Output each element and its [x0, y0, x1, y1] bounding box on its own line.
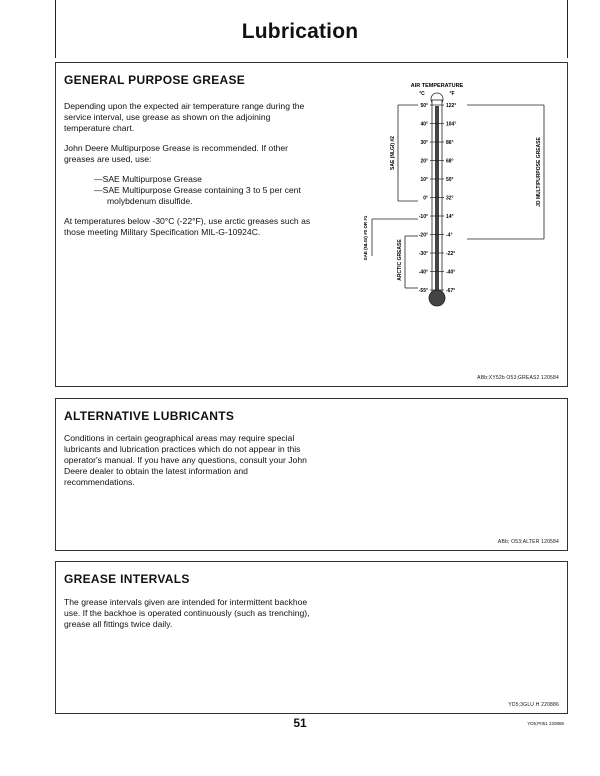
section-heading: GREASE INTERVALS — [64, 572, 190, 586]
celsius-label: -55° — [418, 288, 428, 294]
celsius-label: -40° — [418, 269, 428, 276]
paragraph: John Deere Multipurpose Grease is recommended. If other greases are used, use: — [64, 143, 289, 164]
fahrenheit-label: 68° — [446, 158, 454, 165]
grease-list — [94, 174, 314, 207]
celsius-label: 10° — [420, 177, 428, 183]
fahrenheit-label: 32° — [446, 195, 454, 202]
section-body — [64, 433, 314, 497]
unit-celsius: °C — [419, 91, 425, 97]
section-body — [64, 101, 314, 247]
page-number: 51 — [293, 716, 307, 730]
paragraph: Depending upon the expected air temperature range during the service interval, use grease as shown on the adjoining temperature chart. — [64, 101, 305, 133]
section-heading: GENERAL PURPOSE GREASE — [64, 73, 246, 87]
fahrenheit-label: -40° — [446, 269, 456, 276]
thermometer-column — [435, 106, 439, 291]
fahrenheit-label: 122° — [446, 103, 457, 109]
temperature-chart — [361, 78, 561, 318]
celsius-label: 30° — [420, 140, 428, 146]
celsius-label: -20° — [418, 232, 428, 239]
footer-code: YD5;P051 220886 — [527, 721, 564, 726]
reference-code: YD5;3GLU H 220886 — [508, 702, 559, 708]
list-item: —SAE Multipurpose Grease — [94, 174, 202, 184]
section-body — [64, 597, 319, 639]
paragraph: Conditions in certain geographical areas may require special lubricants and lubrication practices which do not appear in this operator's manual. If you have any questions, consult your John Deere dealer to obtain the latest information and recommendations. — [64, 433, 307, 487]
celsius-label: 20° — [420, 158, 428, 165]
paragraph: At temperatures below -30°C (-22°F), use arctic greases such as those meeting Military Specification MIL-G-10924C. — [64, 216, 311, 237]
fahrenheit-label: 104° — [446, 121, 457, 128]
arctic-label: ARCTIC GREASE — [397, 239, 403, 281]
chart-title: AIR TEMPERATURE — [410, 83, 464, 89]
section-alternative-lubricants — [55, 398, 568, 551]
celsius-label: 40° — [420, 121, 428, 128]
celsius-label: -10° — [418, 214, 428, 220]
page-title: Lubrication — [241, 20, 359, 43]
celsius-label: 0° — [423, 195, 428, 202]
celsius-label: 50° — [420, 103, 428, 109]
fahrenheit-label: -67° — [446, 288, 456, 294]
paragraph: The grease intervals given are intended for intermittent backhoe use. If the backhoe is operated continuously (such as trenching), grease all fittings twice daily. — [64, 597, 310, 629]
jd-label: JD MULTIPURPOSE GREASE — [536, 137, 542, 207]
fahrenheit-label: 86° — [446, 140, 454, 146]
reference-code: ABb;XY52b O53;GREAS2 120584 — [477, 375, 559, 381]
list-item: —SAE Multipurpose Grease containing 3 to 5 per cent molybdenum disulfide. — [94, 185, 301, 206]
section-general-purpose-grease — [55, 62, 568, 387]
reference-code: ABb; O53;ALTER 120584 — [497, 539, 559, 545]
fahrenheit-label: 50° — [446, 177, 454, 183]
section-heading: ALTERNATIVE LUBRICANTS — [64, 409, 235, 423]
fahrenheit-label: -4° — [446, 232, 453, 239]
sae2-label: SAE (NLGI) #2 — [390, 136, 396, 170]
fahrenheit-label: 14° — [446, 214, 454, 220]
unit-fahrenheit: °F — [449, 91, 455, 97]
fahrenheit-label: -22° — [446, 251, 456, 257]
celsius-label: -30° — [418, 251, 428, 257]
sae0-label: SAE (NLGI) #0 OR #1 — [363, 215, 368, 261]
thermometer-bulb — [429, 290, 445, 306]
section-grease-intervals — [55, 561, 568, 714]
